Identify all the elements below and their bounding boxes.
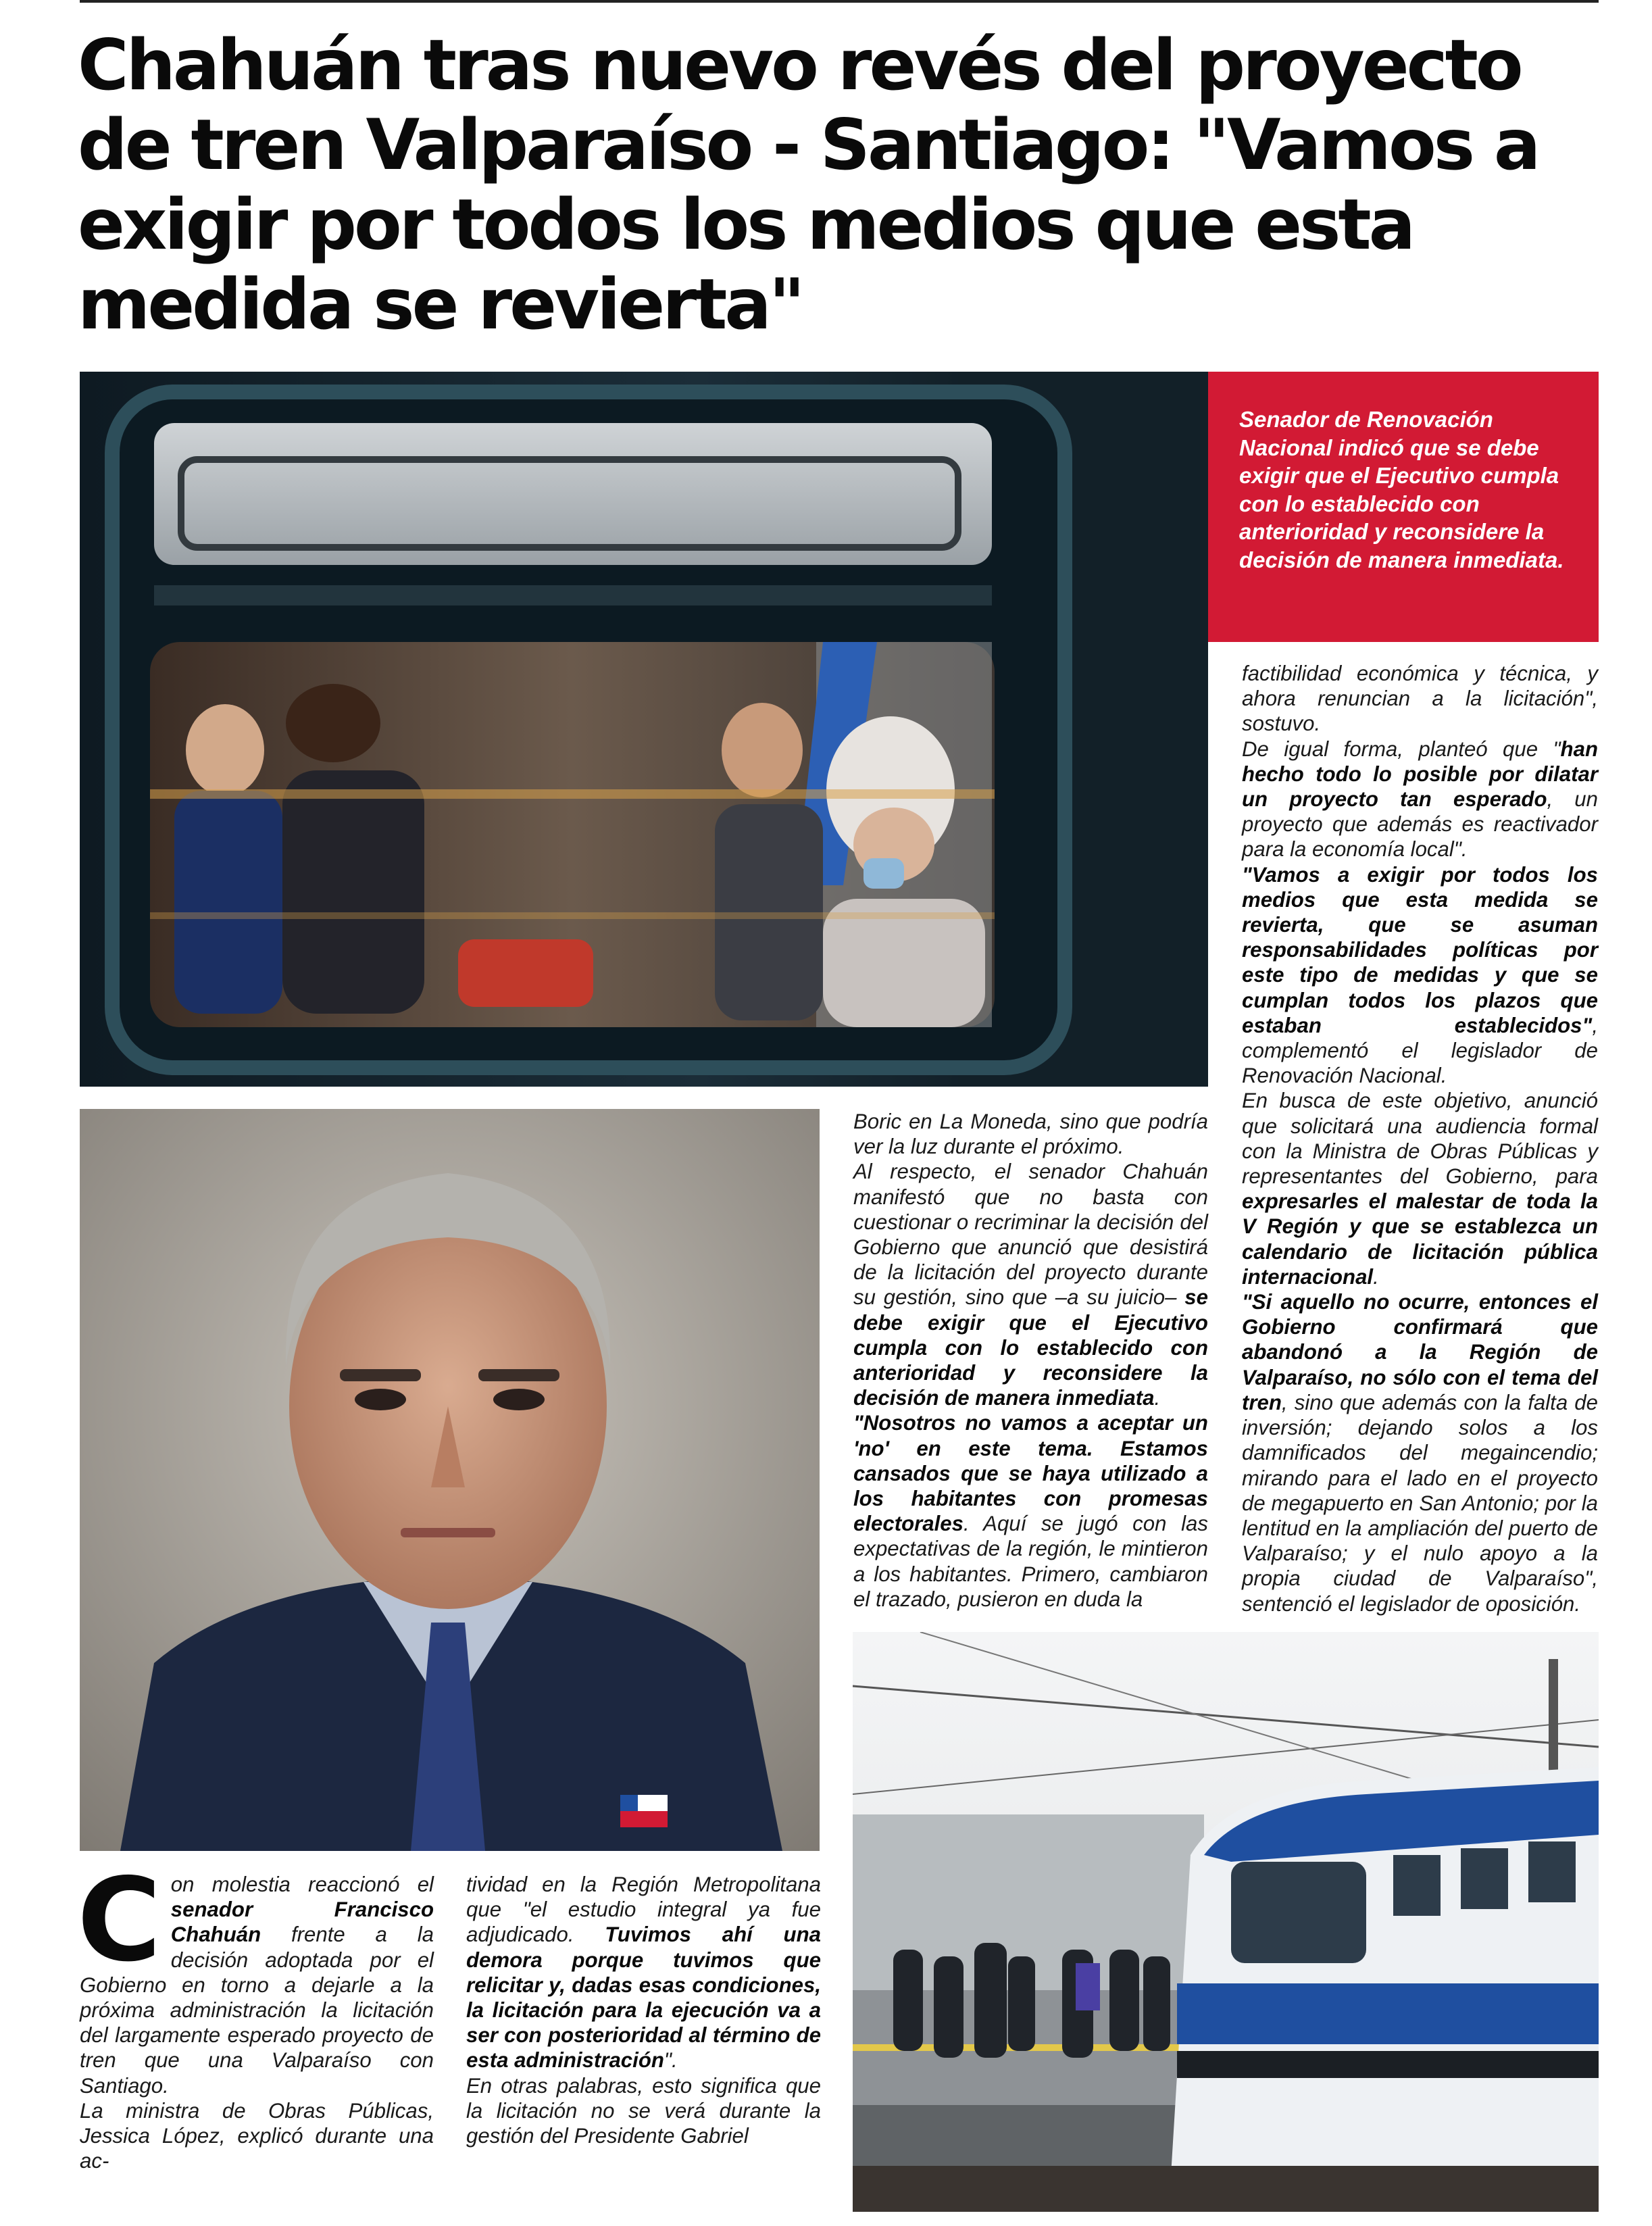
text-run-bold: Tuvimos ahí una demora porque tuvimos que relicitar y, dadas esas condiciones, la licitación para la ejecución va a ser con posterioridad al término de esta administración — [466, 1923, 821, 2073]
article-paragraph — [1242, 1289, 1598, 1616]
article-paragraph: La ministra de Obras Públicas, Jessica López, explicó durante una ac- — [80, 2098, 434, 2173]
text-run: Al respecto, el senador Chahuán manifestó que no basta con cuestionar o recriminar la decisión del Gobierno que anunció que desistirá de la licitación del proyecto durante su gestión, sino que –a su juicio– — [853, 1160, 1208, 1310]
article-paragraph — [466, 1872, 821, 2073]
article-column-3 — [853, 1109, 1208, 1612]
article-paragraph: En otras palabras, esto significa que la licitación no se verá durante la gestión del Presidente Gabriel — [466, 2073, 821, 2148]
text-run: En busca de este objetivo, anunció que solicitará una audiencia formal con la Ministra de Obras Públicas y representantes del Gobierno, para — [1242, 1089, 1598, 1189]
article-column-1 — [77, 1854, 434, 2173]
article-column-4 — [1242, 661, 1598, 1616]
text-run-bold: "Nosotros no vamos a aceptar un 'no' en este tema. Estamos cansados que se haya utilizado a los habitantes con promesas electorales — [853, 1411, 1208, 1536]
headline: Chahuán tras nuevo revés del proyecto de tren Valparaíso - Santiago: "Vamos a exigir por todos los medios que esta medida se revierta" — [78, 25, 1538, 345]
text-run-bold: han hecho todo lo posible por dilatar un proyecto tan esperado — [1242, 737, 1598, 812]
text-run: frente a la decisión adoptada por el Gobierno en torno a dejarle a la próxima administración la licitación del largamente esperado proyecto de tren que una Valparaíso con Santiago. — [80, 1923, 434, 2098]
portrait-photo — [80, 1109, 820, 1851]
text-run: De igual forma, planteó que " — [1242, 737, 1561, 761]
article-intro — [77, 1854, 434, 2098]
text-run: . Aquí se jugó con las expectativas de la región, le mintieron a los habitantes. Primero, cambiaron el trazado, pusieron en duda la — [853, 1512, 1208, 1611]
text-run: on molestia reaccionó el — [170, 1873, 434, 1896]
train-station-photo — [853, 1632, 1599, 2212]
article-column-2 — [466, 1872, 821, 2148]
train-window-photo — [80, 372, 1208, 1087]
drop-cap: C — [77, 1854, 161, 1987]
text-run-bold: "Vamos a exigir por todos los medios que esta medida se revierta, que se asuman responsabilidades políticas por este tipo de medidas y que se cumplan todos los plazos que estaban establecidos" — [1242, 862, 1598, 1037]
article-paragraph — [1242, 1088, 1598, 1289]
text-run: . — [1373, 1264, 1379, 1289]
text-run: , un proyecto que además es reactivador para la economía local". — [1242, 787, 1598, 862]
text-run: tividad en la Región Metropolitana que "el estudio integral ya fue adjudicado. — [466, 1873, 821, 1947]
text-run: . — [1154, 1386, 1161, 1410]
article-paragraph — [1242, 862, 1598, 1089]
text-run-bold: expresarles el malestar de toda la V Región y que se establezca un calendario de licitación pública internacional — [1242, 1189, 1598, 1289]
text-run-bold: se debe exigir que el Ejecutivo cumpla con lo establecido con anterioridad y reconsidere la decisión de manera inmediata — [853, 1285, 1208, 1410]
article-paragraph — [853, 1159, 1208, 1410]
text-run: , complementó el legislador de Renovación Nacional. — [1242, 1013, 1598, 1088]
text-run-bold: "Si aquello no ocurre, entonces el Gobierno confirmará que abandonó a la Región de Valparaíso, no sólo con el tema del tren — [1242, 1290, 1598, 1414]
pull-quote-text: Senador de Renovación Nacional indicó que se debe exigir que el Ejecutivo cumpla con lo establecido con anterioridad y reconsidere la decisión de manera inmediata. — [1239, 407, 1564, 572]
top-rule — [80, 0, 1599, 3]
text-run: , sino que además con la falta de inversión; dejando solos a los damnificados del megaincendio; mirando para el lado en el proyecto de megapuerto en San Antonio; por la lentitud en la ampliación del puerto de Valparaíso; y el nulo apoyo a la propia ciudad de Valparaíso", sentenció el legislador de oposición. — [1242, 1390, 1598, 1616]
pull-quote-box — [1208, 372, 1599, 642]
text-run: ". — [664, 2048, 678, 2073]
article-paragraph — [853, 1410, 1208, 1612]
article-paragraph: factibilidad económica y técnica, y ahora renuncian a la licitación", sostuvo. — [1242, 662, 1598, 736]
article-paragraph: Boric en La Moneda, sino que podría ver la luz durante el próximo. — [853, 1110, 1208, 1159]
article-paragraph — [1242, 737, 1598, 862]
text-run-bold: senador Francisco Chahuán — [170, 1898, 434, 1947]
